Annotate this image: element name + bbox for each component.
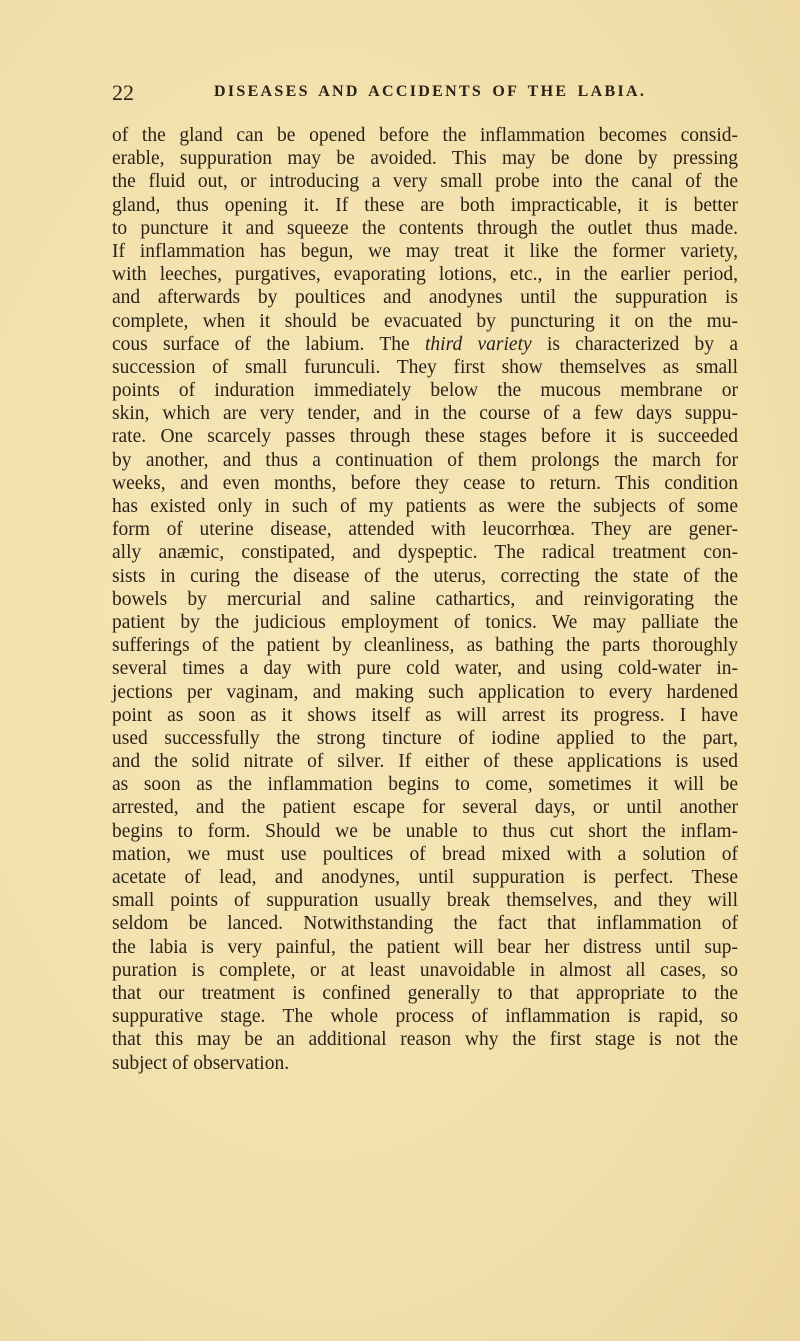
- text-line: used successfully the strong tincture of iodine applied to the part,: [112, 727, 738, 749]
- text-line: and afterwards by poultices and anodynes until the suppuration is: [112, 287, 738, 309]
- text-line: patient by the judicious employment of tonics. We may palliate the: [112, 611, 738, 633]
- text-line: the fluid out, or introducing a very small probe into the canal of the: [112, 171, 738, 193]
- page-number: 22: [112, 80, 134, 105]
- text-line: skin, which are very tender, and in the course of a few days suppu-: [112, 403, 738, 425]
- text-line: sufferings of the patient by cleanliness, as bathing the parts thoroughly: [112, 635, 738, 657]
- text-line: points of induration immediately below the mucous membrane or: [112, 380, 738, 402]
- text-line: to puncture it and squeeze the contents through the outlet thus made.: [112, 217, 738, 239]
- italic-term: third variety: [425, 333, 532, 355]
- text-line-final: subject of observation.: [112, 1052, 290, 1074]
- text-line: small points of suppuration usually break themselves, and they will: [112, 890, 738, 912]
- text-line: gland, thus opening it. If these are both impracticable, it is better: [112, 194, 738, 216]
- text-line: succession of small furunculi. They first show themselves as small: [112, 356, 738, 378]
- text-line: puration is complete, or at least unavoidable in almost all cases, so: [112, 959, 738, 981]
- text-line: erable, suppuration may be avoided. This may be done by pressing: [112, 148, 738, 170]
- text-line: that our treatment is confined generally to that appropriate to the: [112, 982, 738, 1004]
- text-line: begins to form. Should we be unable to thus cut short the inflam-: [112, 820, 738, 842]
- text-segment: is characterized by a: [531, 333, 738, 355]
- text-line: sists in curing the disease of the uterus, correcting the state of the: [112, 565, 738, 587]
- text-line: by another, and thus a continuation of them prolongs the march for: [112, 449, 738, 471]
- text-line: of the gland can be opened before the inflammation becomes consid-: [112, 125, 738, 146]
- body-paragraph: [112, 124, 738, 1075]
- text-line: has existed only in such of my patients as were the subjects of some: [112, 496, 738, 517]
- text-line: several times a day with pure cold water, and using cold-water in-: [112, 658, 738, 680]
- text-line: weeks, and even months, before they cease to return. This condition: [112, 472, 738, 494]
- text-line: If inflammation has begun, we may treat it like the former variety,: [112, 240, 738, 262]
- text-line: the labia is very painful, the patient will bear her distress until sup-: [112, 936, 738, 958]
- text-line: arrested, and the patient escape for several days, or until another: [112, 797, 738, 819]
- text-line: suppurative stage. The whole process of inflammation is rapid, so: [112, 1006, 738, 1028]
- text-line: as soon as the inflammation begins to come, sometimes it will be: [112, 774, 738, 796]
- text-line: form of uterine disease, attended with leucorrhœa. They are gener-: [112, 519, 738, 541]
- text-line: rate. One scarcely passes through these stages before it is succeeded: [112, 426, 738, 448]
- text-line: point as soon as it shows itself as will arrest its progress. I have: [112, 704, 738, 726]
- text-line: complete, when it should be evacuated by puncturing it on the mu-: [112, 310, 738, 332]
- text-line: acetate of lead, and anodynes, until suppuration is perfect. These: [112, 867, 738, 888]
- text-line: with leeches, purgatives, evaporating lotions, etc., in the earlier period,: [112, 264, 738, 286]
- text-line: jections per vaginam, and making such application to every hardened: [112, 681, 738, 703]
- text-line: and the solid nitrate of silver. If either of these applications is used: [112, 751, 738, 773]
- text-line: seldom be lanced. Notwithstanding the fact that inflammation of: [112, 913, 738, 935]
- text-line: bowels by mercurial and saline cathartics, and reinvigorating the: [112, 588, 738, 610]
- text-line-with-italic: [112, 333, 738, 356]
- text-line: that this may be an additional reason why the first stage is not the: [112, 1029, 738, 1051]
- text-line: mation, we must use poultices of bread mixed with a solution of: [112, 843, 738, 865]
- running-title: DISEASES AND ACCIDENTS OF THE LABIA.: [214, 83, 647, 100]
- text-segment: cous surface of the labium. The: [112, 333, 425, 355]
- running-head: [112, 80, 740, 110]
- text-line: ally anæmic, constipated, and dyspeptic. The radical treatment con-: [112, 542, 738, 564]
